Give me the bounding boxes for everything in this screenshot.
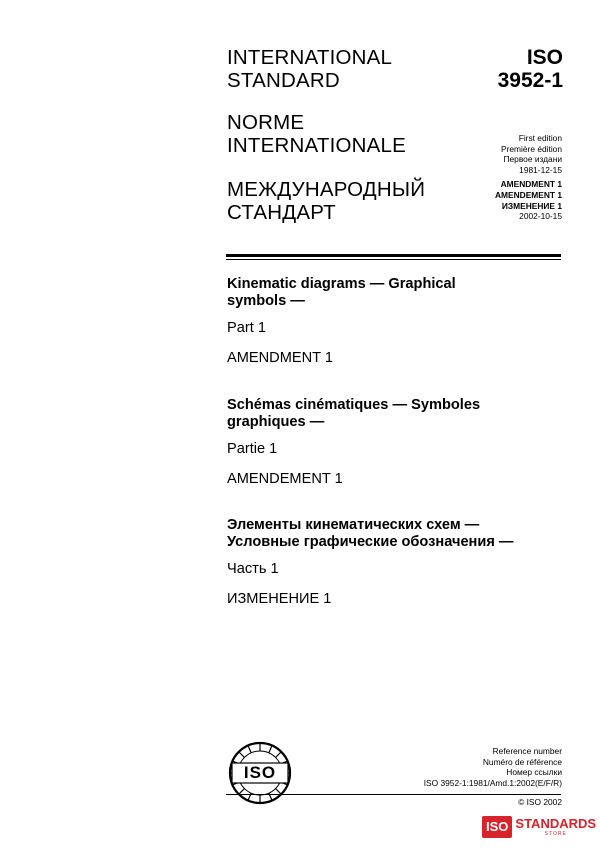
- title-en-line2: STANDARD: [227, 69, 340, 92]
- title-fr-line1: NORME: [227, 111, 305, 134]
- store-badge-sub: STORE: [544, 831, 567, 837]
- iso-number: [498, 46, 563, 92]
- amendment-ru: ИЗМЕНЕНИЕ 1: [227, 591, 332, 607]
- footer-rule: [226, 794, 561, 795]
- edition-line: Первое издани: [503, 154, 562, 165]
- title-block-en: [227, 276, 456, 367]
- part-en: Part 1: [227, 320, 266, 336]
- title-block-ru: [227, 517, 514, 608]
- title-ru-line2: СТАНДАРТ: [227, 201, 336, 224]
- title-fr-line2: INTERNATIONALE: [227, 134, 406, 157]
- title-ru-text: Элементы кинематических схем —: [227, 517, 480, 533]
- iso-label: ISO: [526, 46, 563, 69]
- title-ru-text: Условные графические обозначения —: [227, 534, 514, 550]
- part-fr: Partie 1: [227, 441, 278, 457]
- title-fr: [227, 111, 406, 157]
- iso-logo-text: ISO: [243, 763, 277, 782]
- edition-line: Première édition: [501, 143, 562, 154]
- amendment-line: ИЗМЕНЕНИЕ 1: [501, 200, 562, 211]
- amendment-en: AMENDMENT 1: [227, 350, 333, 366]
- reference-block: [424, 746, 562, 788]
- title-ru-line1: МЕЖДУНАРОДНЫЙ: [227, 178, 426, 201]
- title-en: [227, 46, 392, 92]
- edition-date: 1981-12-15: [519, 164, 562, 175]
- reference-label: Reference number: [492, 746, 562, 756]
- reference-label: Numéro de référence: [482, 756, 562, 767]
- reference-number: ISO 3952-1:1981/Amd.1:2002(E/F/R): [423, 777, 562, 788]
- title-en-line1: INTERNATIONAL: [227, 46, 393, 69]
- copyright: © ISO 2002: [518, 797, 562, 807]
- store-badge-iso: ISO: [482, 816, 512, 838]
- amendment-fr: AMENDEMENT 1: [227, 471, 343, 487]
- standard-number: 3952-1: [497, 69, 563, 92]
- title-block-fr: [227, 397, 480, 488]
- amendment-date: 2002-10-15: [519, 211, 562, 222]
- title-fr-text: graphiques —: [227, 414, 325, 430]
- header-rule-thin: [226, 259, 561, 260]
- header-rule-thick: [226, 254, 561, 257]
- title-en-text: symbols —: [227, 293, 305, 309]
- store-badge: [482, 815, 596, 839]
- store-badge-label: STANDARDS: [515, 816, 597, 831]
- iso-logo: [228, 741, 292, 805]
- reference-label: Номер ссылки: [506, 767, 562, 778]
- title-fr-text: Schémas cinématiques — Symboles: [227, 397, 481, 413]
- title-ru: [227, 178, 425, 224]
- amendment-line: AMENDEMENT 1: [494, 189, 562, 200]
- title-en-text: Kinematic diagrams — Graphical: [227, 276, 456, 292]
- edition-info: [495, 133, 562, 222]
- part-ru: Часть 1: [227, 561, 279, 577]
- edition-line: First edition: [518, 133, 562, 143]
- amendment-line: AMENDMENT 1: [500, 179, 562, 190]
